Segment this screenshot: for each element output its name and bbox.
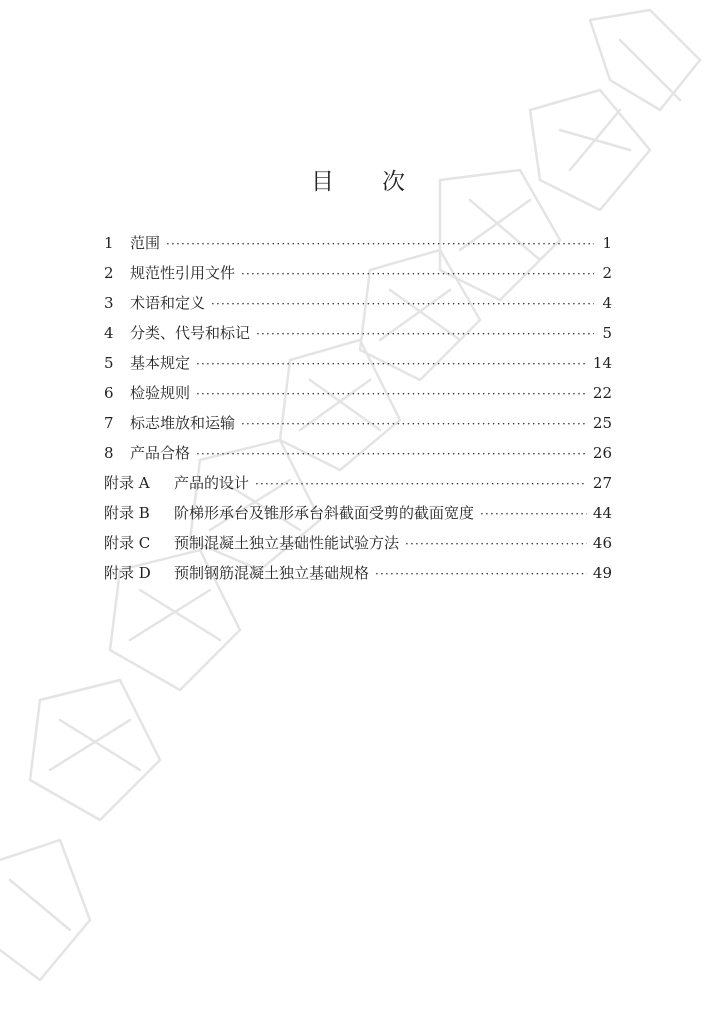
title-char-2: 次 [382, 169, 405, 195]
toc-leader-dots [241, 417, 587, 431]
toc-number: 4 [104, 324, 114, 342]
toc-leader-dots [166, 237, 594, 251]
toc-page-number: 5 [602, 324, 612, 342]
toc-title: 分类、代号和标记 [130, 324, 251, 342]
toc-entry-3[interactable] [104, 292, 612, 322]
toc-number: 5 [104, 354, 114, 372]
toc-entry-appendix-b[interactable] [104, 502, 612, 532]
toc-page-number: 14 [592, 354, 612, 372]
toc-title: 检验规则 [130, 384, 191, 402]
toc-entry-2[interactable] [104, 262, 612, 292]
toc-number: 附录 B [104, 504, 150, 522]
toc-leader-dots [480, 507, 587, 521]
toc-number: 8 [104, 444, 114, 462]
toc-number: 6 [104, 384, 114, 402]
title-char-1: 目 [311, 169, 334, 195]
table-of-contents [104, 232, 612, 592]
toc-leader-dots [211, 297, 594, 311]
toc-leader-dots [196, 447, 587, 461]
toc-entry-5[interactable] [104, 352, 612, 382]
toc-title: 预制混凝土独立基础性能试验方法 [174, 534, 400, 552]
toc-page-number: 2 [602, 264, 612, 282]
toc-leader-dots [405, 537, 587, 551]
toc-entry-4[interactable] [104, 322, 612, 352]
toc-number: 1 [104, 234, 114, 252]
toc-page-number: 25 [592, 414, 612, 432]
toc-page-number: 26 [592, 444, 612, 462]
toc-page-number: 22 [592, 384, 612, 402]
toc-page-number: 27 [592, 474, 612, 492]
toc-entry-appendix-d[interactable] [104, 562, 612, 592]
toc-title: 规范性引用文件 [130, 264, 236, 282]
toc-number: 7 [104, 414, 114, 432]
toc-number: 附录 A [104, 474, 150, 492]
toc-page-number: 49 [592, 564, 612, 582]
toc-page-number: 44 [592, 504, 612, 522]
toc-title: 产品合格 [130, 444, 191, 462]
page-title [0, 163, 716, 196]
toc-entry-1[interactable] [104, 232, 612, 262]
toc-title: 产品的设计 [174, 474, 250, 492]
toc-leader-dots [256, 327, 594, 341]
toc-title: 基本规定 [130, 354, 191, 372]
toc-number: 3 [104, 294, 114, 312]
toc-entry-6[interactable] [104, 382, 612, 412]
toc-number: 2 [104, 264, 114, 282]
toc-title: 术语和定义 [130, 294, 206, 312]
toc-leader-dots [255, 477, 587, 491]
toc-leader-dots [196, 357, 587, 371]
toc-entry-appendix-a[interactable] [104, 472, 612, 502]
toc-entry-8[interactable] [104, 442, 612, 472]
toc-leader-dots [375, 567, 587, 581]
toc-page-number: 4 [602, 294, 612, 312]
toc-entry-appendix-c[interactable] [104, 532, 612, 562]
toc-page-number: 1 [602, 234, 612, 252]
toc-number: 附录 C [104, 534, 151, 552]
toc-number: 附录 D [104, 564, 151, 582]
toc-entry-7[interactable] [104, 412, 612, 442]
toc-title: 标志堆放和运输 [130, 414, 236, 432]
toc-page-number: 46 [592, 534, 612, 552]
toc-title: 范围 [130, 234, 161, 252]
toc-leader-dots [241, 267, 594, 281]
toc-title: 预制钢筋混凝土独立基础规格 [174, 564, 370, 582]
toc-leader-dots [196, 387, 587, 401]
toc-title: 阶梯形承台及锥形承台斜截面受剪的截面宽度 [174, 504, 475, 522]
